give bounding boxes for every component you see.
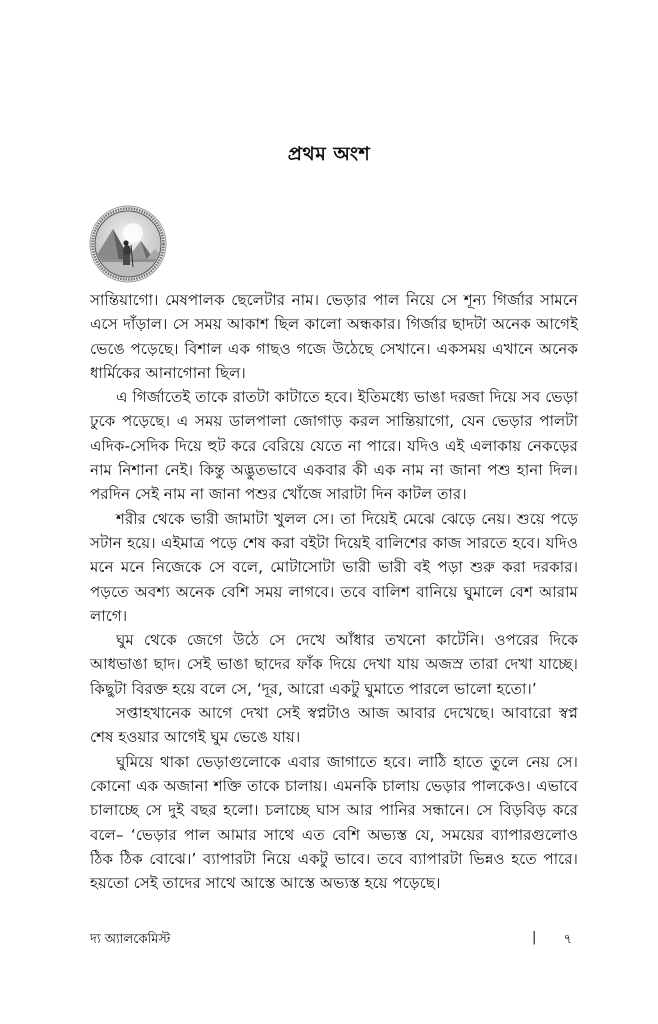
paragraph: শরীর থেকে ভারী জামাটা খুলল সে। তা দিয়েই মেঝে ঝেড়ে নেয়। শুয়ে পড়ে সটান হয়ে। এইমাত্র পড়ে শেষ করা বইটা দিয়েই বালিশের কাজ সারতে হবে। যদিও মনে মনে নিজেকে সে বলে, মোটাসোটা ভারী ভারী বই পড়া শুরু করা দরকার। পড়তে অবশ্য অনেক বেশি সময় লাগবে। তবে বালিশ বানিয়ে ঘুমালে বেশ আরাম লাগে। <box>90 509 578 625</box>
paragraph: ঘুম থেকে জেগে উঠে সে দেখে আঁধার তখনো কাটেনি। ওপরের দিকে আধভাঙা ছাদ। সেই ভাঙা ছাদের ফাঁক দিয়ে দেখা যায় অজস্র তারা দেখা যাচ্ছে। কিছুটা বিরক্ত হয়ে বলে সে, ‘দূর, আরো একটু ঘুমাতে পারলে ভালো হতো।’ <box>90 631 578 698</box>
paragraph: ঘুমিয়ে থাকা ভেড়াগুলোকে এবার জাগাতে হবে। লাঠি হাতে তুলে নেয় সে। কোনো এক অজানা শক্তি তাকে চালায়। এমনকি চালায় ভেড়ার পালকেও। এভাবে চালাচ্ছে সে দুই বছর হলো। চলাচ্ছে ঘাস আর পানির সন্ধানে। সে বিড়বিড় করে বলে– ‘ভেড়ার পাল আমার সাথে এত বেশি অভ্যস্ত যে, সময়ের ব্যাপারগুলোও ঠিক ঠিক বোঝে।’ ব্যাপারটা নিয়ে একটু ভাবে। তবে ব্যাপারটা ভিন্নও হতে পারে। হয়তো সেই তাদের সাথে আস্তে আস্তে অভ্যস্ত হয়ে পড়েছে। <box>90 752 578 893</box>
paragraph: সপ্তাহখানেক আগে দেখা সেই স্বপ্নটাও আজ আবার দেখেছে। আবারো স্বপ্ন শেষ হওয়ার আগেই ঘুম ভেঙে যায়। <box>90 704 578 747</box>
paragraph: সান্তিয়াগো। মেষপালক ছেলেটার নাম। ভেড়ার পাল নিয়ে সে শূন্য গির্জার সামনে এসে দাঁড়াল। সে সময় আকাশ ছিল কালো অন্ধকার। গির্জার ছাদটা অনেক আগেই ভেঙে পড়েছে। বিশাল এক গাছও গজে উঠেছে সেখানে। একসময় এখানে অনেক ধার্মিকের আনাগোনা ছিল। <box>90 291 578 382</box>
pyramid-shepherd-emblem-icon <box>89 205 167 283</box>
page-footer <box>90 930 578 950</box>
paragraph: এ গির্জাতেই তাকে রাতটা কাটাতে হবে। ইতিমধ্যে ভাঙা দরজা দিয়ে সব ভেড়া ঢুকে পড়েছে। এ সময় ডালপালা জোগাড় করল সান্তিয়াগো, যেন ভেড়ার পালটা এদিক-সেদিক দিয়ে হুট করে বেরিয়ে যেতে না পারে। যদিও এই এলাকায় নেকড়ের নাম নিশানা নেই। কিন্তু অদ্ভুতভাবে একবার কী এক নাম না জানা পশু হানা দিল। পরদিন সেই নাম না জানা পশুর খোঁজে সারাটা দিন কাটল তার। <box>90 388 578 504</box>
footer-book-title: দ্য অ্যালকেমিস্ট <box>90 932 171 947</box>
body-text <box>90 288 578 895</box>
page-number: ৭ <box>563 932 572 947</box>
footer-separator: | <box>532 930 537 945</box>
chapter-title: প্রথম অংশ <box>287 143 371 165</box>
